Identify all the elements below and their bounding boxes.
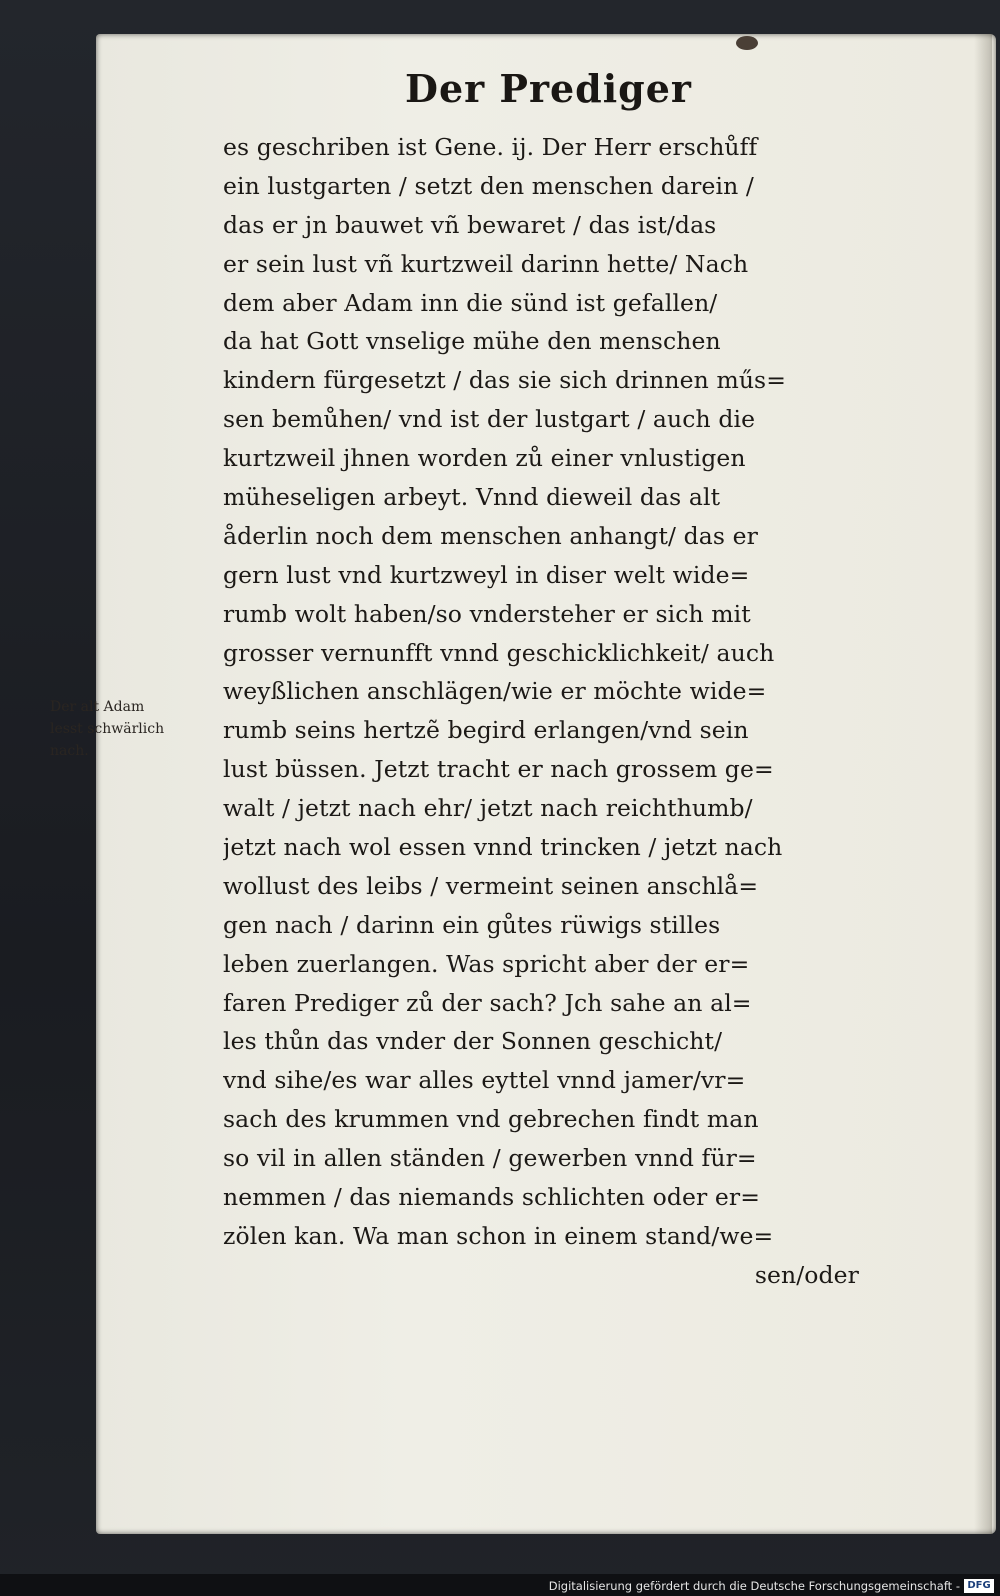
text-line: kurtzweil jhnen worden zů einer vnlustigen [223,444,746,473]
binding-pin [736,36,758,50]
marginal-note [50,696,220,762]
text-line: les thůn das vnder der Sonnen geschicht/ [223,1027,723,1056]
text-line: wollust des leibs / vermeint seinen anschlå= [223,871,759,900]
text-line: dem aber Adam inn die sünd ist gefallen/ [223,288,718,317]
text-line: nemmen / das niemands schlichten oder er= [223,1183,761,1212]
text-line: da hat Gott vnselige mühe den menschen [223,327,721,356]
text-line: faren Prediger zů der sach? Jch sahe an al= [223,988,752,1017]
text-line: leben zuerlangen. Was spricht aber der er= [223,949,750,978]
marginal-note-line: nach. [50,743,89,759]
text-line: kindern fürgesetzt / das sie sich drinnen műs= [223,366,787,395]
text-line: gen nach / darinn ein gůtes rüwigs stilles [223,910,721,939]
page-edge-shadow [974,34,992,1534]
text-line: zölen kan. Wa man schon in einem stand/we= [223,1221,774,1250]
text-line: grosser vernunfft vnnd geschicklichkeit/ auch [223,638,775,667]
text-line: das er jn bauwet vñ bewaret / das ist/das [223,210,717,239]
dfg-logo: DFG [964,1579,994,1593]
main-text-block [223,128,863,1295]
text-line: sen bemůhen/ vnd ist der lustgart / auch die [223,405,756,434]
text-line: müheseligen arbeyt. Vnnd dieweil das alt [223,483,721,512]
marginal-note-line: Der alt Adam [50,699,145,715]
text-line: walt / jetzt nach ehr/ jetzt nach reichthumb/ [223,794,753,823]
running-head: Der Prediger [405,66,692,111]
text-line: es geschriben ist Gene. ij. Der Herr erschůff [223,133,758,161]
text-line: rumb wolt haben/so vndersteher er sich mit [223,599,751,628]
text-line: sach des krummen vnd gebrechen findt man [223,1105,759,1134]
text-line: so vil in allen ständen / gewerben vnnd für= [223,1144,757,1173]
text-line: åderlin noch dem menschen anhangt/ das er [223,521,758,550]
text-line: lust büssen. Jetzt tracht er nach grossem ge= [223,755,774,784]
catchword: sen/oder [754,1260,859,1289]
text-line: weyßlichen anschlägen/wie er möchte wide= [223,677,767,706]
text-line: vnd sihe/es war alles eyttel vnnd jamer/vr= [223,1066,746,1095]
text-line: gern lust vnd kurtzweyl in diser welt wide= [223,560,750,589]
text-line: ein lustgarten / setzt den menschen darein / [223,171,754,200]
text-line: rumb seins hertzẽ begird erlangen/vnd sein [223,716,749,745]
text-line: er sein lust vñ kurtzweil darinn hette/ Nach [223,249,749,278]
text-line: jetzt nach wol essen vnnd trincken / jetzt nach [223,833,783,862]
marginal-note-line: lesst schwärlich [50,721,165,737]
funding-credit: Digitalisierung gefördert durch die Deutsche Forschungsgemeinschaft - [548,1579,960,1593]
